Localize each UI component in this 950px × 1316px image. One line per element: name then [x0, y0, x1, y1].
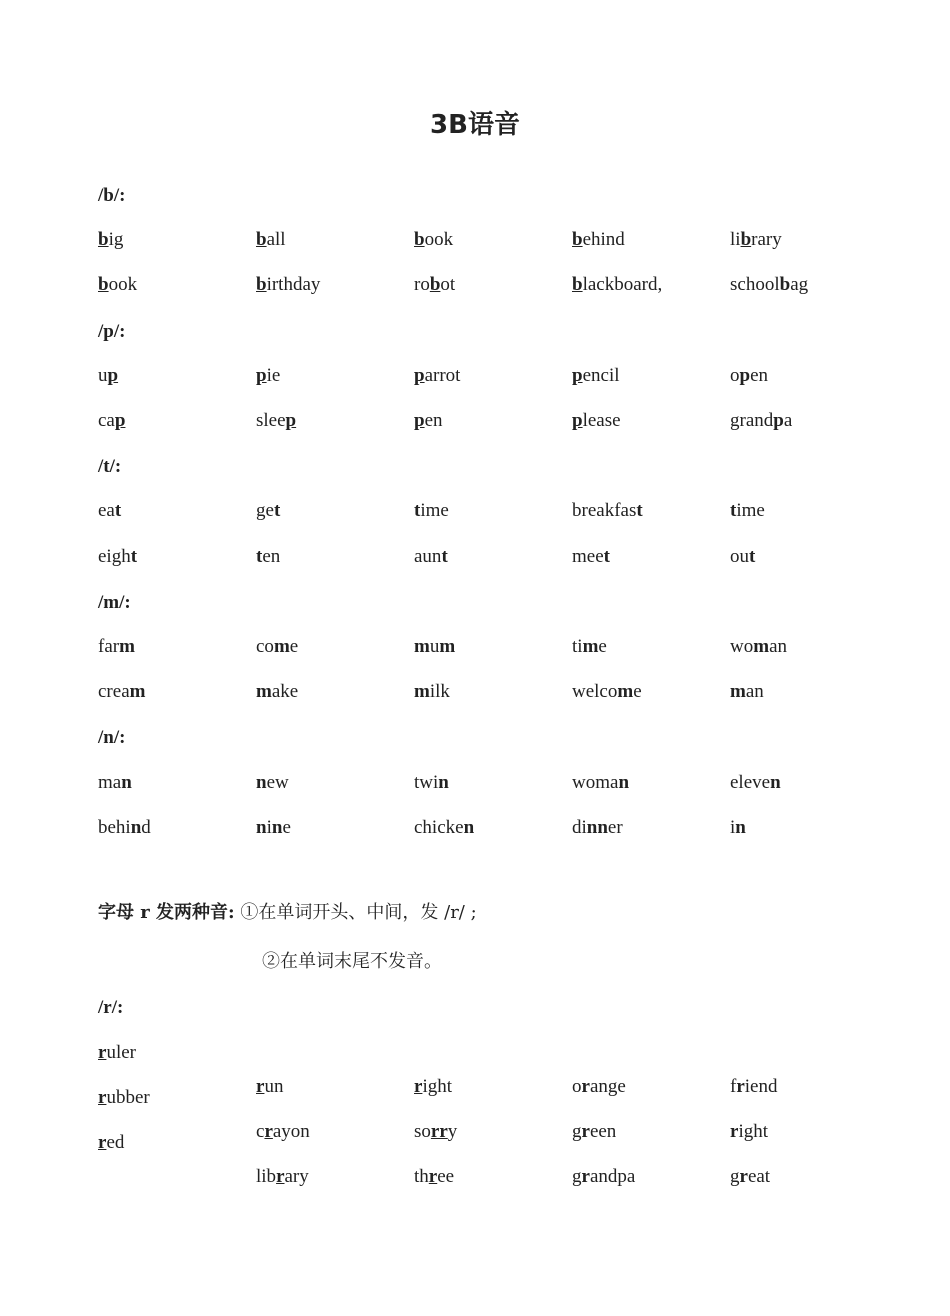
highlighted-letter: m — [414, 636, 430, 657]
word-part: ea — [98, 500, 115, 521]
highlighted-letter: m — [119, 636, 135, 657]
highlighted-letter: n — [271, 817, 283, 838]
word — [572, 1076, 626, 1098]
word — [730, 229, 782, 251]
word-part: en — [750, 365, 769, 386]
word-part: chicke — [414, 817, 464, 838]
highlighted-letter: t — [749, 546, 756, 567]
word — [730, 636, 787, 658]
word — [98, 500, 121, 522]
word-part: li — [730, 229, 741, 250]
highlighted-letter: b — [98, 229, 109, 250]
word — [414, 681, 450, 703]
word — [98, 1132, 124, 1154]
word-part: en — [262, 546, 281, 567]
highlighted-letter: m — [582, 636, 599, 657]
word-part: eleve — [730, 772, 771, 793]
word — [572, 410, 621, 432]
highlighted-letter: n — [256, 817, 267, 838]
word — [730, 410, 792, 432]
highlighted-letter: m — [753, 636, 770, 657]
word — [730, 1121, 768, 1143]
highlighted-letter: rr — [430, 1121, 448, 1142]
r-note-rule-1: ①在单词开头、中间，发 /r/ ; — [240, 902, 477, 923]
word — [730, 681, 764, 703]
word — [256, 274, 320, 296]
highlighted-letter: n — [121, 772, 132, 793]
word-part: ime — [736, 500, 765, 521]
word-part: woma — [572, 772, 619, 793]
highlighted-letter: p — [285, 410, 297, 431]
word — [572, 772, 629, 794]
word-part: ig — [108, 229, 124, 250]
word — [414, 636, 455, 658]
highlighted-letter: n — [735, 817, 746, 838]
word-part: ie — [266, 365, 281, 386]
word — [572, 817, 623, 839]
highlighted-letter: p — [739, 365, 751, 386]
word — [414, 274, 455, 296]
r-note-rule-2: ②在单词末尾不发音。 — [262, 951, 442, 972]
word-part: d — [141, 817, 151, 838]
word — [730, 546, 755, 568]
word — [572, 546, 610, 568]
page-title: 3B语音 — [430, 110, 520, 140]
highlighted-letter: m — [439, 636, 456, 657]
word — [256, 1076, 283, 1098]
word-part: en — [424, 410, 443, 431]
highlighted-letter: p — [414, 410, 425, 431]
word-part: ight — [738, 1121, 768, 1142]
highlighted-letter: r — [264, 1121, 273, 1142]
word-part: ge — [256, 500, 274, 521]
word — [256, 365, 280, 387]
word-part: slee — [256, 410, 286, 431]
highlighted-letter: nn — [586, 817, 608, 838]
highlighted-letter: p — [773, 410, 784, 431]
highlighted-letter: r — [739, 1166, 748, 1187]
word — [414, 772, 449, 794]
highlighted-letter: n — [256, 772, 267, 793]
word-part: welco — [572, 681, 618, 702]
word — [414, 229, 453, 251]
word — [572, 1166, 635, 1188]
word-part: ro — [414, 274, 430, 295]
word — [256, 817, 291, 839]
highlighted-letter: b — [740, 229, 752, 250]
highlighted-letter: r — [730, 1121, 739, 1142]
word — [730, 1166, 770, 1188]
word — [414, 546, 448, 568]
word-part: e — [598, 636, 607, 657]
word — [414, 500, 449, 522]
word-part: an — [769, 636, 787, 657]
highlighted-letter: n — [438, 772, 449, 793]
highlighted-letter: t — [273, 500, 281, 521]
word-part: th — [414, 1166, 429, 1187]
word — [256, 229, 286, 251]
word-part: i — [266, 817, 272, 838]
highlighted-letter: t — [114, 500, 122, 521]
word — [256, 636, 298, 658]
word-part: e — [289, 636, 299, 657]
word-part: iend — [744, 1076, 778, 1097]
word-part: ight — [422, 1076, 452, 1097]
word — [256, 500, 280, 522]
word — [414, 817, 474, 839]
word — [98, 546, 137, 568]
word-part: aun — [414, 546, 442, 567]
word-part: rary — [751, 229, 782, 250]
highlighted-letter: t — [130, 546, 138, 567]
word-part: lackboard, — [582, 274, 663, 295]
word-part: co — [256, 636, 274, 657]
word-part: crea — [98, 681, 130, 702]
r-note-label: 字母 r 发两种音: — [98, 902, 235, 923]
word — [256, 1166, 309, 1188]
highlighted-letter: b — [572, 229, 583, 250]
word-part: school — [730, 274, 780, 295]
word-part: o — [730, 365, 740, 386]
r-note-line-1 — [98, 898, 477, 924]
word-part: g — [730, 1166, 740, 1187]
word — [98, 817, 151, 839]
highlighted-letter: r — [256, 1076, 265, 1097]
word — [256, 410, 296, 432]
highlighted-letter: m — [617, 681, 634, 702]
word-part: uler — [106, 1042, 136, 1063]
highlighted-letter: m — [129, 681, 146, 702]
highlighted-letter: p — [572, 365, 583, 386]
word-part: o — [572, 1076, 582, 1097]
word — [730, 500, 765, 522]
word — [98, 1042, 136, 1064]
word-part: g — [572, 1121, 582, 1142]
sound-label: /r/: — [98, 997, 124, 1018]
word-part: e — [633, 681, 642, 702]
word-part: e — [282, 817, 291, 838]
word-part: lib — [256, 1166, 277, 1187]
word-part: grand — [730, 410, 774, 431]
word-part: y — [447, 1121, 458, 1142]
highlighted-letter: b — [98, 274, 109, 295]
word — [572, 229, 625, 251]
word — [572, 274, 662, 296]
word — [98, 636, 135, 658]
word-part: er — [607, 817, 623, 838]
word-part: un — [264, 1076, 284, 1097]
highlighted-letter: b — [414, 229, 425, 250]
highlighted-letter: m — [256, 681, 272, 702]
word-part: irthday — [266, 274, 321, 295]
word — [256, 681, 298, 703]
sound-label: /p/: — [98, 321, 126, 342]
word-part: an — [745, 681, 764, 702]
word-part: ary — [284, 1166, 309, 1187]
word-part: ee — [437, 1166, 455, 1187]
word-part: mee — [572, 546, 604, 567]
sound-label: /m/: — [98, 592, 131, 613]
word-part: ayon — [272, 1121, 310, 1142]
word — [572, 636, 607, 658]
word — [98, 681, 145, 703]
highlighted-letter: m — [273, 636, 290, 657]
word-part: ehind — [582, 229, 625, 250]
word-part: arrot — [424, 365, 461, 386]
sound-label: /t/: — [98, 456, 122, 477]
word — [414, 1166, 454, 1188]
word-part: wo — [730, 636, 754, 657]
word-part: breakfas — [572, 500, 637, 521]
highlighted-letter: b — [779, 274, 791, 295]
word-part: all — [266, 229, 286, 250]
highlighted-letter: t — [256, 546, 263, 567]
word-part: lease — [582, 410, 621, 431]
word-part: andpa — [589, 1166, 636, 1187]
word — [414, 1076, 452, 1098]
word-part: encil — [582, 365, 620, 386]
word-part: ew — [266, 772, 289, 793]
word-part: eigh — [98, 546, 131, 567]
word — [572, 365, 620, 387]
highlighted-letter: r — [98, 1087, 107, 1108]
highlighted-letter: b — [429, 274, 441, 295]
word — [98, 410, 125, 432]
word-part: twi — [414, 772, 439, 793]
word — [98, 365, 118, 387]
highlighted-letter: r — [414, 1076, 423, 1097]
highlighted-letter: n — [463, 817, 475, 838]
sound-label: /b/: — [98, 185, 126, 206]
word-part: ou — [730, 546, 749, 567]
word-part: ook — [108, 274, 138, 295]
word-part: i — [730, 817, 736, 838]
word-part: di — [572, 817, 587, 838]
highlighted-letter: t — [730, 500, 737, 521]
word-part: ilk — [429, 681, 450, 702]
highlighted-letter: m — [730, 681, 746, 702]
highlighted-letter: r — [581, 1166, 590, 1187]
highlighted-letter: t — [636, 500, 643, 521]
highlighted-letter: p — [572, 410, 583, 431]
word — [730, 274, 808, 296]
highlighted-letter: p — [107, 365, 119, 386]
word — [730, 817, 746, 839]
highlighted-letter: p — [256, 365, 267, 386]
highlighted-letter: b — [256, 274, 267, 295]
word-part: c — [256, 1121, 265, 1142]
highlighted-letter: p — [414, 365, 425, 386]
word-part: ed — [106, 1132, 125, 1153]
word — [256, 772, 289, 794]
word-part: ime — [420, 500, 449, 521]
highlighted-letter: r — [736, 1076, 745, 1097]
word — [414, 365, 460, 387]
word — [256, 546, 280, 568]
word — [572, 500, 643, 522]
r-note-line-2 — [262, 947, 442, 973]
word — [730, 1076, 777, 1098]
word — [98, 229, 123, 251]
word — [572, 681, 642, 703]
word-part: far — [98, 636, 120, 657]
highlighted-letter: n — [618, 772, 630, 793]
word-part: g — [572, 1166, 582, 1187]
highlighted-letter: r — [98, 1132, 107, 1153]
word-part: ot — [440, 274, 456, 295]
word-part: behi — [98, 817, 131, 838]
word-part: ag — [790, 274, 809, 295]
word-part: ake — [271, 681, 299, 702]
word-part: ma — [98, 772, 122, 793]
word — [98, 274, 137, 296]
highlighted-letter: r — [428, 1166, 438, 1187]
word — [414, 1121, 457, 1143]
word-part: f — [730, 1076, 737, 1097]
word — [98, 772, 132, 794]
highlighted-letter: t — [441, 546, 448, 567]
word — [414, 410, 443, 432]
word-part: ubber — [106, 1087, 150, 1108]
word-part: u — [429, 636, 440, 657]
word-part: ca — [98, 410, 115, 431]
word — [256, 1121, 310, 1143]
highlighted-letter: b — [572, 274, 583, 295]
word-part: ange — [589, 1076, 626, 1097]
highlighted-letter: t — [414, 500, 421, 521]
word — [572, 1121, 616, 1143]
highlighted-letter: n — [770, 772, 781, 793]
highlighted-letter: r — [581, 1076, 590, 1097]
highlighted-letter: t — [603, 546, 610, 567]
word — [730, 365, 768, 387]
sound-label: /n/: — [98, 727, 126, 748]
word-part: u — [98, 365, 108, 386]
word-part: een — [589, 1121, 617, 1142]
word — [98, 1087, 150, 1109]
highlighted-letter: r — [98, 1042, 107, 1063]
highlighted-letter: m — [414, 681, 430, 702]
word-part: eat — [747, 1166, 771, 1187]
highlighted-letter: b — [256, 229, 267, 250]
word-part: ook — [424, 229, 454, 250]
word-part: so — [414, 1121, 431, 1142]
highlighted-letter: p — [114, 410, 126, 431]
word-part: ti — [572, 636, 583, 657]
highlighted-letter: r — [276, 1166, 285, 1187]
highlighted-letter: r — [581, 1121, 590, 1142]
highlighted-letter: n — [130, 817, 142, 838]
word-part: a — [783, 410, 793, 431]
word — [730, 772, 781, 794]
